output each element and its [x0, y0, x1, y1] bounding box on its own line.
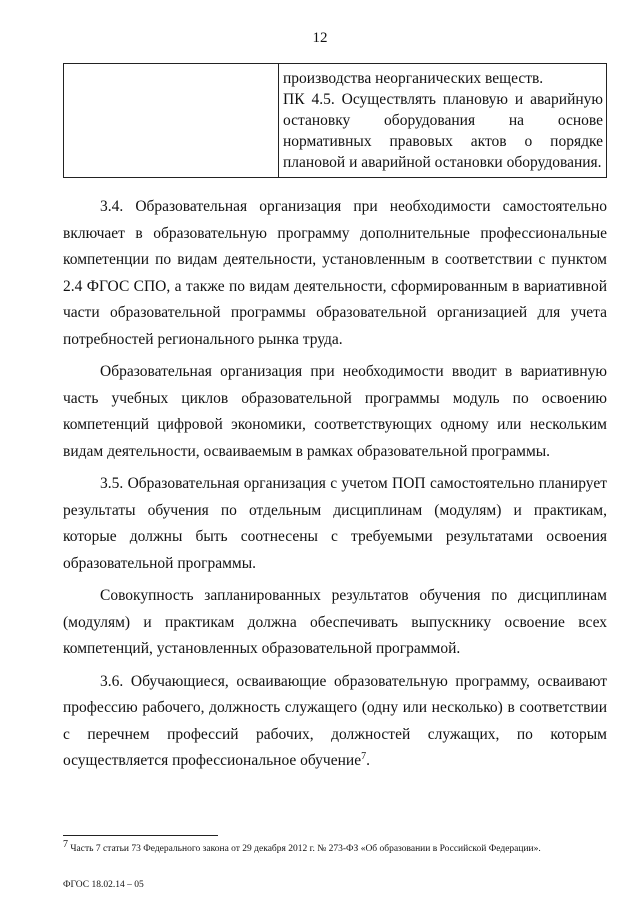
body-text: [63, 194, 607, 781]
paragraph-3-6-text: 3.6. Обучающиеся, осваивающие образовательную программу, осваивают профессию рабочего, должность служащего (одну или несколько) в соответствии с перечнем профессий рабочих, должностей служащих, по которым осуществляется профессиональное обучение: [63, 672, 607, 769]
footnote-text: Часть 7 статьи 73 Федерального закона от 29 декабря 2012 г. № 273-ФЗ «Об образовании в Российской Федерации».: [68, 844, 541, 854]
page-number: 12: [312, 30, 328, 46]
paragraph-3-6-end: .: [366, 752, 370, 769]
table-cell-line: ПК 4.5. Осуществлять плановую и аварийную остановку оборудования на основе нормативных правовых актов о порядке плановой и аварийной остановки оборудования.: [283, 91, 603, 171]
table-cell-empty: [64, 64, 279, 178]
footnote-marker: 7: [63, 838, 68, 850]
table-row: [64, 64, 607, 178]
paragraph-learning-results: Совокупность запланированных результатов обучения по дисциплинам (модулям) и практикам должна обеспечивать выпускнику освоение всех компетенций, установленных образовательной программой.: [63, 587, 607, 657]
footnote: [63, 838, 607, 856]
paragraph-digital-economy: Образовательная организация при необходимости вводит в вариативную часть учебных циклов образовательной программы модуль по освоению компетенций цифровой экономики, соответствующих одному или нескольким видам деятельности, осваиваемым в рамках образовательной программы.: [63, 363, 607, 460]
table-cell-competencies: [279, 64, 607, 178]
paragraph-3-4: 3.4. Образовательная организация при необходимости самостоятельно включает в образовательную программу дополнительные профессиональные компетенции по видам деятельности, установленным в соответствии с пунктом 2.4 ФГОС СПО, а также по видам деятельности, сформированным в вариативной части образовательной программы образовательной организацией для учета потребностей регионального рынка труда.: [63, 198, 607, 348]
document-code: ФГОС 18.02.14 – 05: [63, 880, 144, 890]
table-cell-line: производства неорганических веществ.: [283, 70, 544, 87]
footnote-reference: 7: [361, 750, 367, 762]
footnote-divider: [63, 835, 218, 836]
paragraph-3-6: [63, 669, 607, 775]
continuation-table: [63, 63, 607, 178]
paragraph-3-5: 3.5. Образовательная организация с учетом ПОП самостоятельно планирует результаты обучения по отдельным дисциплинам (модулям) и практикам, которые должны быть соотнесены с требуемыми результатами освоения образовательной программы.: [63, 475, 607, 572]
